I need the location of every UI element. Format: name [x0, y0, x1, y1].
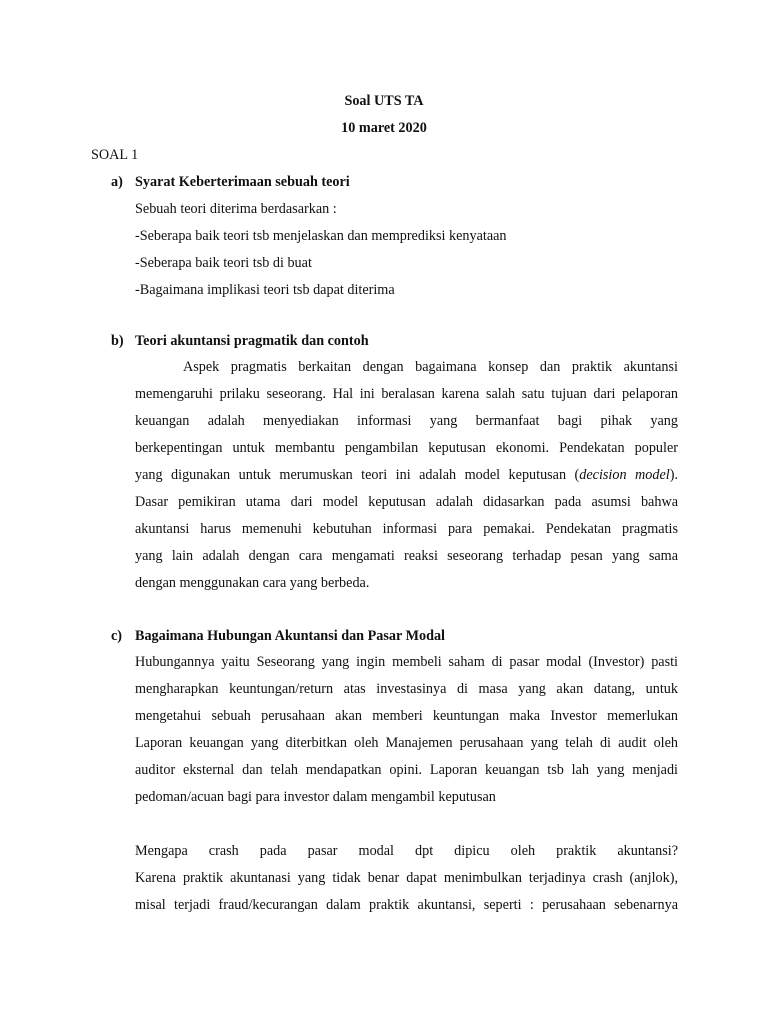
item-c-p2-row-1: Mengapa crash pada pasar modal dpt dipicu oleh praktik akuntansi?	[135, 843, 678, 859]
item-b-row-5-text: yang digunakan untuk merumuskan teori ini adalah model keputusan (	[135, 467, 580, 483]
item-b-row-8: yang lain adalah dengan cara mengamati reaksi seseorang terhadap pesan yang sama	[135, 548, 678, 564]
item-b-row-4: berkepentingan untuk membantu pengambilan keputusan ekonomi. Pendekatan populer	[135, 440, 678, 456]
item-b-row-5	[135, 462, 678, 489]
item-b-row-6: Dasar pemikiran utama dari model keputusan adalah didasarkan pada asumsi bahwa	[135, 494, 678, 510]
item-b-row-3: keuangan adalah menyediakan informasi yang bermanfaat bagi pihak yang	[135, 413, 678, 429]
item-c-row-6: pedoman/acuan bagi para investor dalam mengambil keputusan	[135, 789, 496, 805]
item-b-row-7: akuntansi harus memenuhi kebutuhan informasi para pemakai. Pendekatan pragmatis	[135, 521, 678, 537]
item-b-paragraph	[135, 354, 678, 597]
item-c-p2-row-3: misal terjadi fraud/kecurangan dalam praktik akuntansi, seperti : perusahaan sebenarnya	[135, 897, 678, 913]
item-b-row-1: Aspek pragmatis berkaitan dengan bagaimana konsep dan praktik akuntansi	[183, 359, 678, 375]
item-a-line-2: -Seberapa baik teori tsb menjelaskan dan memprediksi kenyataan	[135, 228, 507, 244]
item-c-row-5: auditor eksternal dan telah mendapatkan opini. Laporan keuangan tsb lah yang menjadi	[135, 762, 678, 778]
item-c-marker: c)	[111, 628, 123, 644]
item-a-line-1: Sebuah teori diterima berdasarkan :	[135, 201, 337, 217]
item-c-row-3: mengetahui sebuah perusahaan akan memberi keuntungan maka Investor memerlukan	[135, 708, 678, 724]
section-label: SOAL 1	[91, 147, 139, 163]
item-a-line-4: -Bagaimana implikasi teori tsb dapat diterima	[135, 282, 395, 298]
item-b-row-5-end: ).	[669, 467, 678, 483]
item-b-italic-term: decision model	[579, 467, 670, 483]
item-c-row-4: Laporan keuangan yang diterbitkan oleh Manajemen perusahaan yang telah di audit oleh	[135, 735, 678, 751]
document-date: 10 maret 2020	[341, 120, 427, 136]
item-c-row-2: mengharapkan keuntungan/return atas investasinya di masa yang akan datang, untuk	[135, 681, 678, 697]
item-b-row-2: memengaruhi prilaku seseorang. Hal ini beralasan karena salah satu tujuan dari pelaporan	[135, 386, 678, 402]
document-title: Soal UTS TA	[344, 93, 424, 109]
item-c-paragraph-2	[135, 838, 678, 919]
item-a-marker: a)	[111, 174, 123, 190]
item-c-paragraph-1	[135, 649, 678, 811]
item-b-marker: b)	[111, 333, 124, 349]
item-c-heading: Bagaimana Hubungan Akuntansi dan Pasar Modal	[135, 628, 445, 644]
item-a-line-3: -Seberapa baik teori tsb di buat	[135, 255, 312, 271]
item-b-row-9: dengan menggunakan cara yang berbeda.	[135, 575, 370, 591]
item-c-row-1: Hubungannya yaitu Seseorang yang ingin membeli saham di pasar modal (Investor) pasti	[135, 654, 678, 670]
item-c-p2-row-2: Karena praktik akuntanasi yang tidak benar dapat menimbulkan terjadinya crash (anjlok),	[135, 870, 678, 886]
item-a-heading: Syarat Keberterimaan sebuah teori	[135, 174, 350, 190]
item-b-heading: Teori akuntansi pragmatik dan contoh	[135, 333, 369, 349]
